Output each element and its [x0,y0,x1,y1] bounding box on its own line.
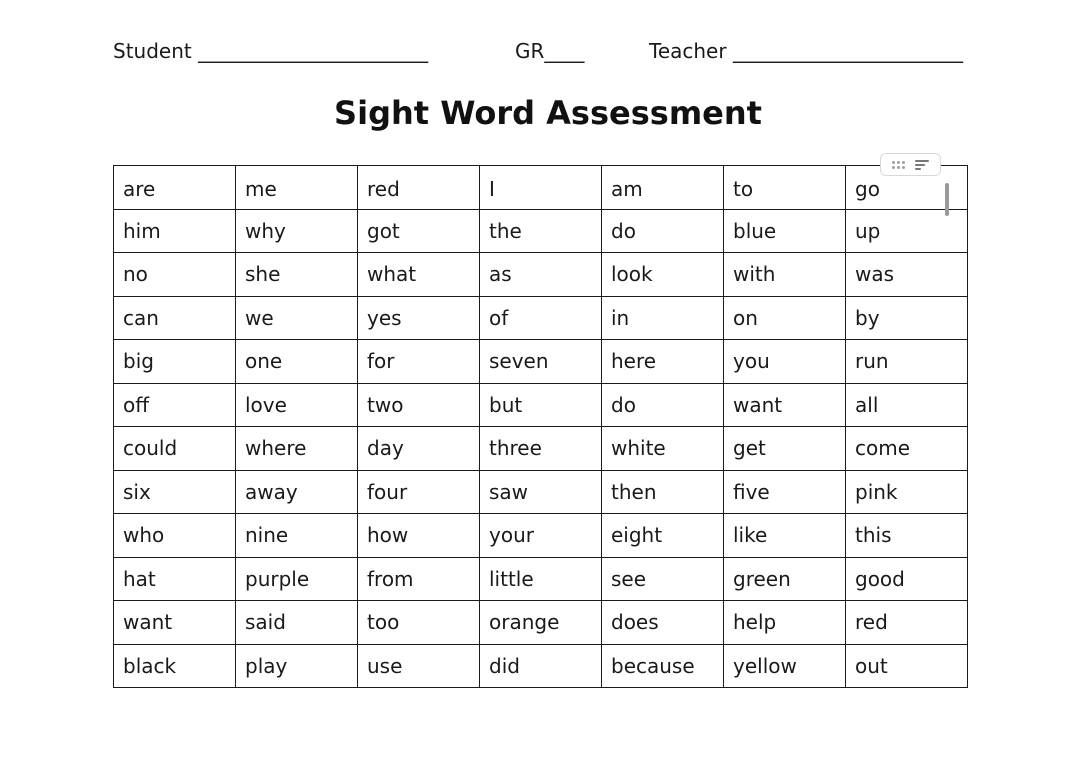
word-cell: for [358,340,480,384]
word-cell: want [724,383,846,427]
word-cell: who [114,514,236,558]
word-cell: then [602,470,724,514]
word-cell: the [480,209,602,253]
word-cell: by [846,296,968,340]
table-row [114,166,968,210]
word-cell: little [480,557,602,601]
word-cell: away [236,470,358,514]
word-cell: orange [480,601,602,645]
word-cell: four [358,470,480,514]
word-cell: pink [846,470,968,514]
word-cell: of [480,296,602,340]
word-cell: black [114,644,236,688]
word-cell: this [846,514,968,558]
word-cell: purple [236,557,358,601]
word-cell: do [602,383,724,427]
word-cell: your [480,514,602,558]
word-cell: go [846,166,968,210]
word-cell: here [602,340,724,384]
table-row [114,340,968,384]
sort-lines-icon[interactable] [915,160,929,170]
word-cell: does [602,601,724,645]
word-cell: hat [114,557,236,601]
word-cell: too [358,601,480,645]
word-cell: three [480,427,602,471]
word-cell: look [602,253,724,297]
word-cell: what [358,253,480,297]
table-row [114,470,968,514]
teacher-name-field[interactable] [649,38,963,64]
word-cell: green [724,557,846,601]
word-cell: see [602,557,724,601]
word-cell: could [114,427,236,471]
teacher-blank[interactable]: _______________________ [732,39,963,63]
word-cell: six [114,470,236,514]
word-cell: but [480,383,602,427]
word-cell: five [724,470,846,514]
word-cell: are [114,166,236,210]
word-cell: did [480,644,602,688]
word-cell: from [358,557,480,601]
word-cell: want [114,601,236,645]
word-cell: you [724,340,846,384]
word-cell: as [480,253,602,297]
word-cell: help [724,601,846,645]
word-cell: in [602,296,724,340]
word-cell: yellow [724,644,846,688]
student-label: Student [113,39,192,63]
sight-word-table [113,165,968,688]
grade-label: GR [515,39,545,63]
word-cell: eight [602,514,724,558]
word-cell: blue [724,209,846,253]
word-cell: use [358,644,480,688]
word-cell: up [846,209,968,253]
table-row [114,644,968,688]
table-row [114,209,968,253]
word-cell: where [236,427,358,471]
table-row [114,427,968,471]
drag-handle-icon[interactable] [892,161,905,169]
grade-blank[interactable]: ____ [544,39,585,63]
teacher-label: Teacher [649,39,727,63]
word-cell: she [236,253,358,297]
word-cell: all [846,383,968,427]
table-row [114,557,968,601]
table-row [114,514,968,558]
table-row [114,296,968,340]
word-cell: red [846,601,968,645]
word-cell: on [724,296,846,340]
word-cell: seven [480,340,602,384]
word-cell: get [724,427,846,471]
word-cell: nine [236,514,358,558]
student-blank[interactable]: _______________________ [198,39,429,63]
word-cell: no [114,253,236,297]
word-cell: got [358,209,480,253]
word-cell: play [236,644,358,688]
word-cell: I [480,166,602,210]
word-cell: one [236,340,358,384]
table-row [114,253,968,297]
word-cell: was [846,253,968,297]
word-cell: good [846,557,968,601]
word-cell: white [602,427,724,471]
word-cell: to [724,166,846,210]
word-cell: do [602,209,724,253]
word-cell: big [114,340,236,384]
word-cell: two [358,383,480,427]
student-name-field[interactable] [113,38,428,64]
word-cell: because [602,644,724,688]
word-cell: how [358,514,480,558]
table-options-widget[interactable] [880,153,941,176]
word-cell: day [358,427,480,471]
scroll-indicator[interactable] [945,183,949,216]
word-cell: him [114,209,236,253]
word-cell: said [236,601,358,645]
word-cell: come [846,427,968,471]
word-cell: why [236,209,358,253]
word-cell: run [846,340,968,384]
word-cell: love [236,383,358,427]
word-cell: yes [358,296,480,340]
grade-field[interactable] [515,38,584,64]
table-row [114,383,968,427]
word-cell: out [846,644,968,688]
word-cell: red [358,166,480,210]
word-cell: can [114,296,236,340]
word-cell: with [724,253,846,297]
word-cell: we [236,296,358,340]
word-cell: am [602,166,724,210]
table-row [114,601,968,645]
word-cell: saw [480,470,602,514]
word-cell: like [724,514,846,558]
page-title: Sight Word Assessment [334,94,762,132]
word-cell: off [114,383,236,427]
word-cell: me [236,166,358,210]
